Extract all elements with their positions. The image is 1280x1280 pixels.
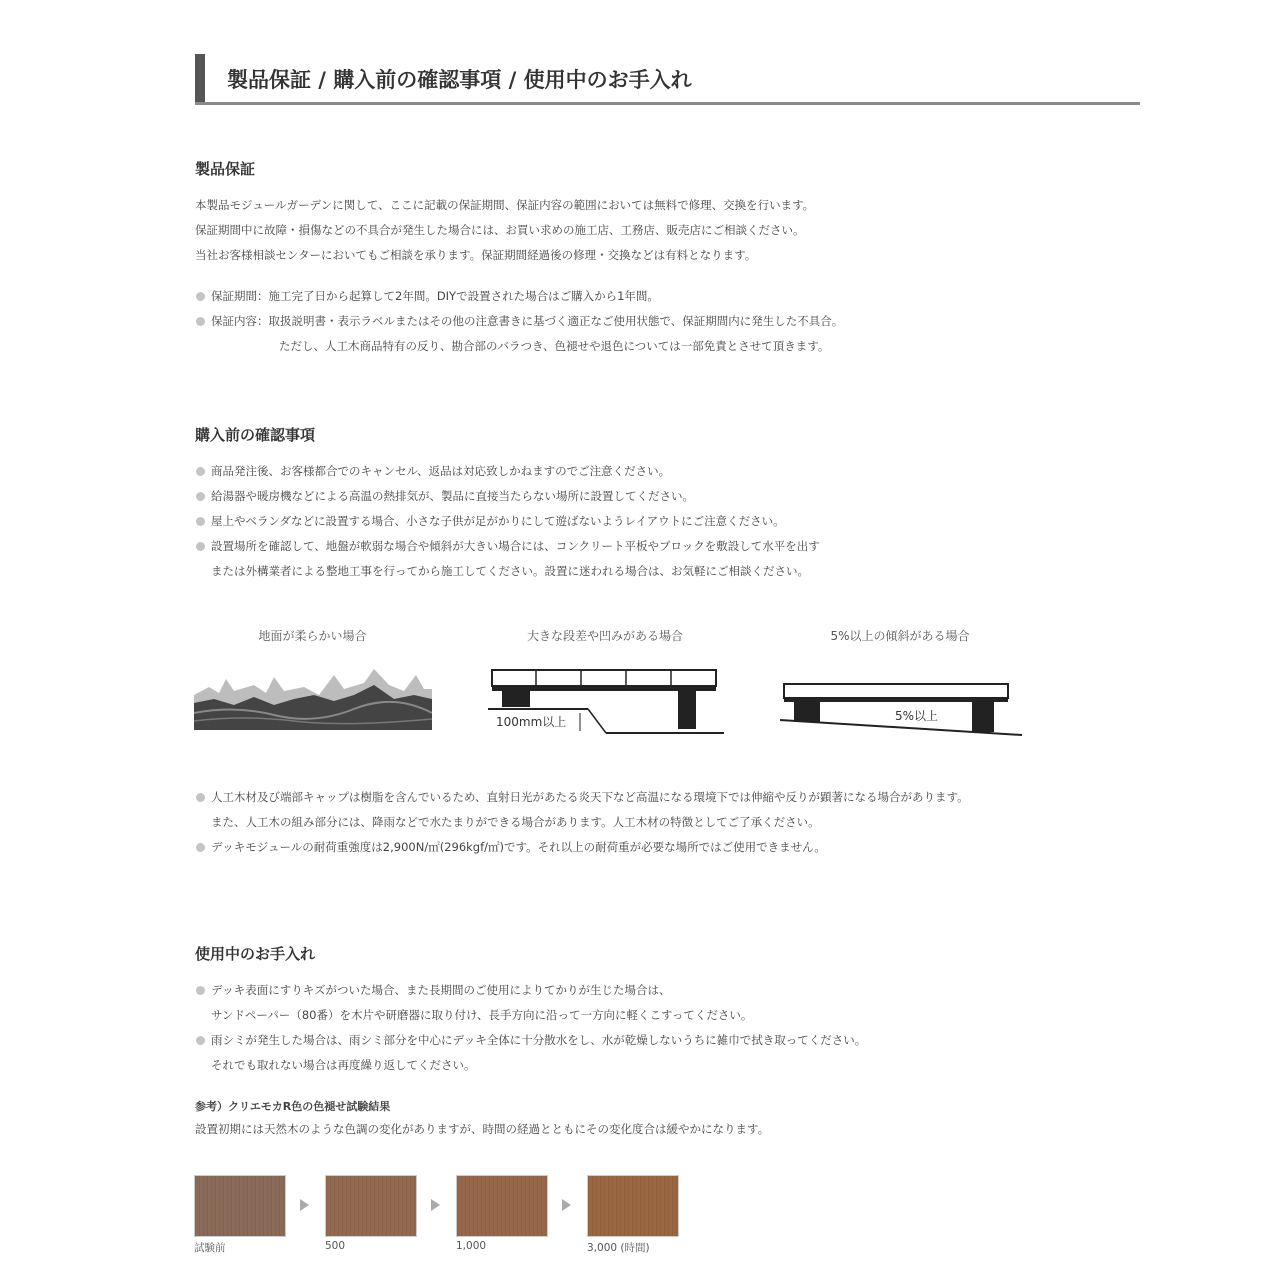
pre-purchase-item: 設置場所を確認して、地盤が軟弱な場合や傾斜が大きい場合には、コンクリート平板やブロックを敷設して水平を出す bbox=[195, 534, 820, 559]
warranty-section bbox=[195, 193, 843, 359]
swatch-label: 3,000 (時間) bbox=[587, 1242, 650, 1254]
maintenance-item: 雨シミが発生した場合は、雨シミ部分を中心にデッキ全体に十分散水をし、水が乾燥しないうちに雑巾で拭き取ってください。 bbox=[195, 1028, 866, 1053]
pre-purchase-note-continuation: また、人工木の組み部分には、降雨などで水たまりができる場合があります。人工木材の特徴としてご了承ください。 bbox=[211, 815, 820, 829]
pre-purchase-item: 給湯器や暖房機などによる高温の熱排気が、製品に直接当たらない場所に設置してください。 bbox=[195, 484, 820, 509]
arrow-right-icon bbox=[431, 1199, 440, 1211]
warranty-paragraph: 保証期間中に故障・損傷などの不具合が発生した場合には、お買い求めの施工店、工務店、販売店にご相談ください。 bbox=[195, 223, 805, 237]
diagram-caption-soft-ground: 地面が柔らかい場合 bbox=[258, 629, 367, 643]
maintenance-heading: 使用中のお手入れ bbox=[195, 945, 316, 963]
reference-title: 参考）クリエモカR色の色褪せ試験結果 bbox=[195, 1100, 391, 1113]
warranty-item: 保証期間：施工完了日から起算して2年間。DIYで設置された場合はご購入から1年間。 bbox=[195, 284, 843, 309]
swatch-label: 500 bbox=[325, 1240, 346, 1252]
pre-purchase-item: 屋上やベランダなどに設置する場合、小さな子供が足がかりにして遊ばないようレイアウトにご注意ください。 bbox=[195, 509, 820, 534]
soft-ground-illustration bbox=[194, 665, 432, 730]
step-height-label: 100mm以上 bbox=[496, 715, 567, 729]
pre-purchase-section bbox=[195, 459, 820, 584]
warranty-paragraph: 本製品モジュールガーデンに関して、ここに記載の保証期間、保証内容の範囲においては無料で修理、交換を行います。 bbox=[195, 198, 815, 212]
step-deck-illustration bbox=[488, 665, 724, 745]
diagram-caption-slope: 5%以上の傾斜がある場合 bbox=[830, 629, 970, 643]
swatch-500h bbox=[325, 1175, 417, 1237]
title-accent-bar bbox=[195, 54, 205, 102]
page-header bbox=[195, 54, 1140, 105]
warranty-item: 保証内容：取扱説明書・表示ラベルまたはその他の注意書きに基づく適正なご使用状態で、保証期間内に発生した不具合。 bbox=[195, 309, 843, 334]
pre-purchase-heading: 購入前の確認事項 bbox=[195, 426, 316, 444]
pre-purchase-note: 人工木材及び端部キャップは樹脂を含んでいるため、直射日光があたる炎天下など高温になる環境下では伸縮や反りが顕著になる場合があります。 bbox=[195, 785, 969, 810]
pre-purchase-item-continuation: または外構業者による整地工事を行ってから施工してください。設置に迷われる場合は、お気軽にご相談ください。 bbox=[211, 564, 809, 578]
diagram-caption-step: 大きな段差や凹みがある場合 bbox=[526, 629, 683, 643]
arrow-right-icon bbox=[300, 1199, 309, 1211]
swatch-label: 試験前 bbox=[194, 1242, 226, 1254]
pre-purchase-notes bbox=[195, 785, 969, 860]
page-title: 製品保証 / 購入前の確認事項 / 使用中のお手入れ bbox=[227, 68, 692, 92]
swatch-label: 1,000 bbox=[456, 1240, 487, 1252]
warranty-paragraph: 当社お客様相談センターにおいてもご相談を承ります。保証期間経過後の修理・交換などは有料となります。 bbox=[195, 248, 757, 262]
arrow-right-icon bbox=[562, 1199, 571, 1211]
warranty-item-continuation: ただし、人工木商品特有の反り、勘合部のバラつき、色褪せや退色については一部免責とさせて頂きます。 bbox=[279, 339, 830, 353]
slope-deck-illustration bbox=[780, 680, 1025, 740]
maintenance-item-continuation: サンドペーパー（80番）を木片や研磨器に取り付け、長手方向に沿って一方向に軽くこすってください。 bbox=[211, 1008, 753, 1022]
slope-label: 5%以上 bbox=[895, 709, 939, 723]
swatch-3000h bbox=[587, 1175, 679, 1237]
maintenance-item: デッキ表面にすりキズがついた場合、また長期間のご使用によりてかりが生じた場合は、 bbox=[195, 978, 866, 1003]
pre-purchase-note: デッキモジュールの耐荷重強度は2,900N/㎡(296kgf/㎡)です。それ以上の耐荷重が必要な場所ではご使用できません。 bbox=[195, 835, 969, 860]
maintenance-section bbox=[195, 978, 866, 1139]
maintenance-item-continuation: それでも取れない場合は再度繰り返してください。 bbox=[211, 1058, 476, 1072]
reference-text: 設置初期には天然木のような色調の変化がありますが、時間の経過とともにその変化度合は緩やかになります。 bbox=[195, 1122, 770, 1136]
warranty-heading: 製品保証 bbox=[195, 160, 256, 178]
swatch-before-test bbox=[194, 1175, 286, 1237]
swatch-1000h bbox=[456, 1175, 548, 1237]
pre-purchase-item: 商品発注後、お客様都合でのキャンセル、返品は対応致しかねますのでご注意ください。 bbox=[195, 459, 820, 484]
